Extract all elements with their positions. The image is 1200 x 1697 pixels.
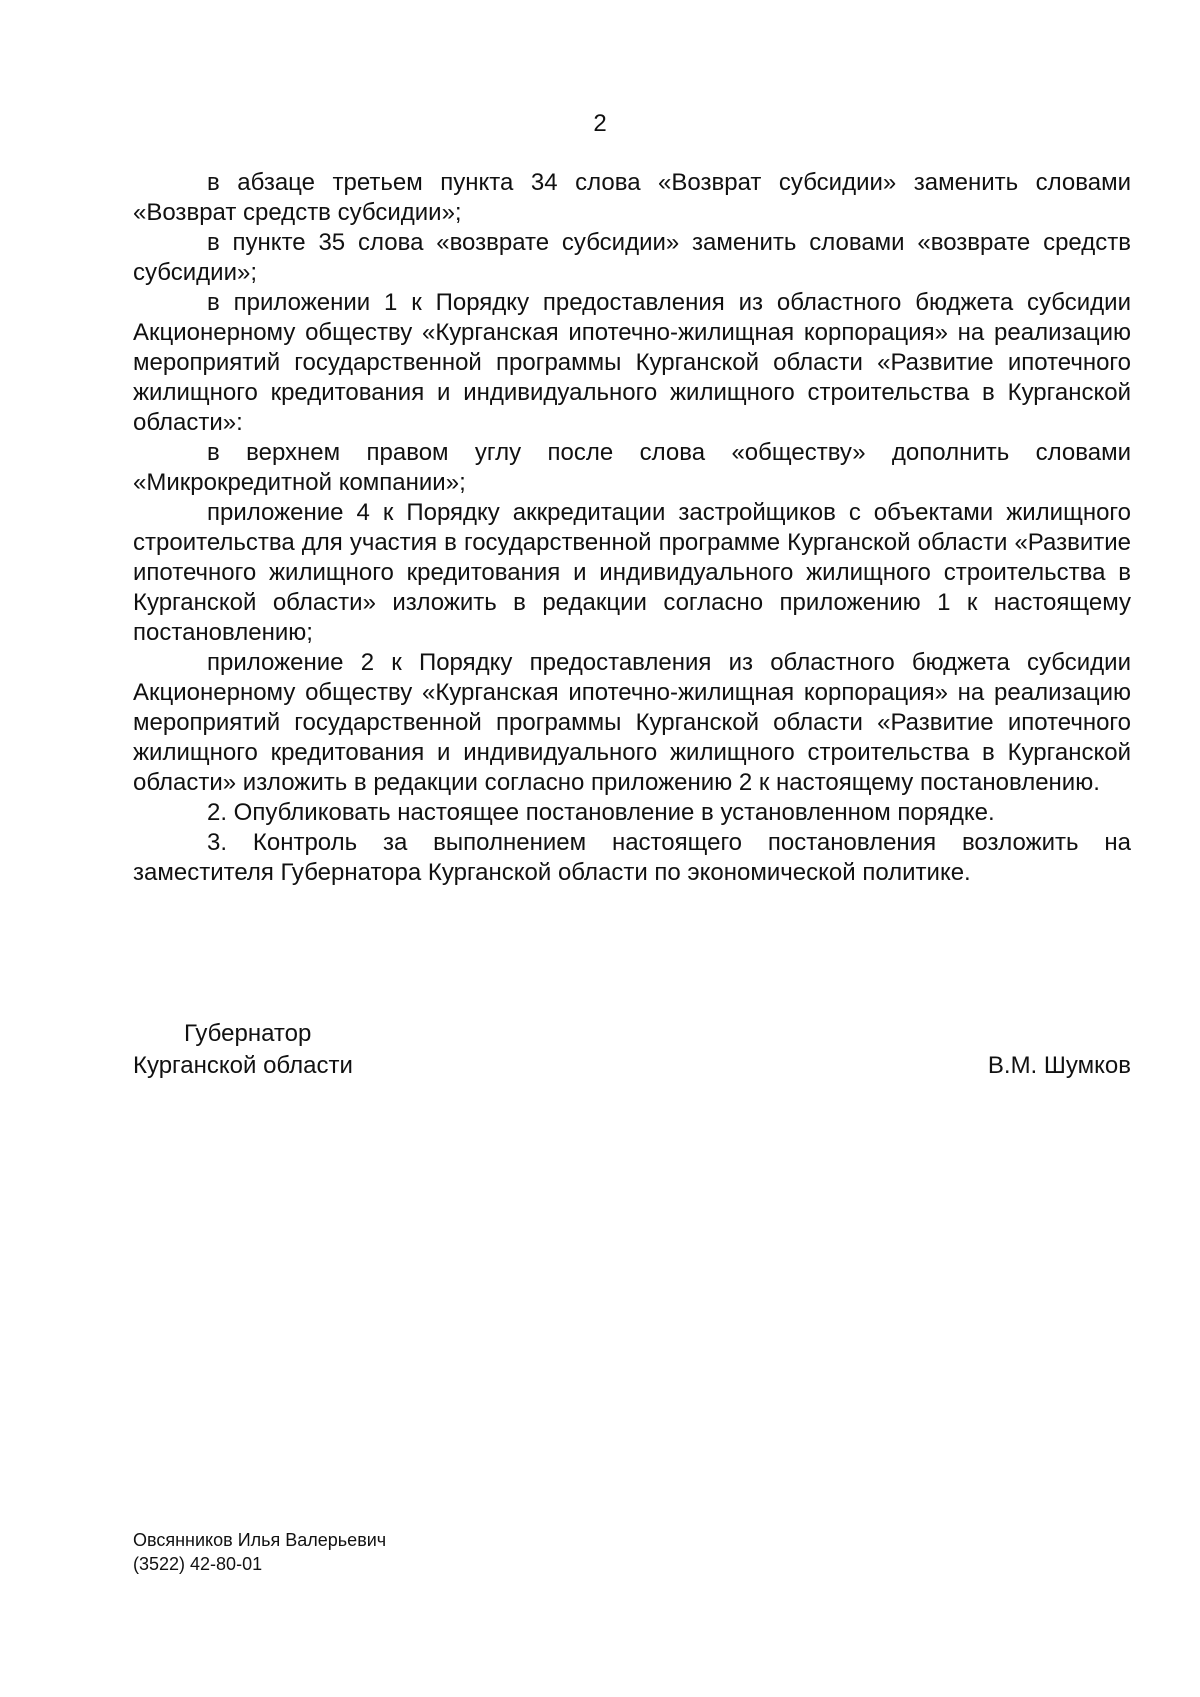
signatory-name: В.М. Шумков	[987, 1052, 1131, 1079]
paragraph: приложение 2 к Порядку предоставления из областного бюджета субсидии Акционерному обществу «Курганская ипотечно-жилищная корпорация» на реализацию мероприятий государственной программы Курганской области «Развитие ипотечного жилищного кредитования и индивидуального жилищного строительства в Курганской области» изложить в редакции согласно приложению 2 к настоящему постановлению.	[133, 649, 1131, 796]
paragraph: в пункте 35 слова «возврате субсидии» заменить словами «возврате средств субсидии»;	[133, 229, 1131, 286]
signatory-title-line1: Губернатор	[184, 1020, 312, 1047]
paragraph: приложение 4 к Порядку аккредитации застройщиков с объектами жилищного строительства для участия в государственной программе Курганской области «Развитие ипотечного жилищного кредитования и индивидуального жилищного строительства в Курганской области» изложить в редакции согласно приложению 1 к настоящему постановлению;	[133, 499, 1131, 646]
paragraph: 2. Опубликовать настоящее постановление в установленном порядке.	[207, 799, 995, 826]
executor-phone: (3522) 42-80-01	[133, 1554, 263, 1574]
paragraph: в абзаце третьем пункта 34 слова «Возврат субсидии» заменить словами «Возврат средств субсидии»;	[133, 169, 1131, 226]
paragraph: 3. Контроль за выполнением настоящего постановления возложить на заместителя Губернатора Курганской области по экономической политике.	[133, 829, 1131, 886]
executor-name: Овсянников Илья Валерьевич	[133, 1530, 387, 1550]
paragraph: в приложении 1 к Порядку предоставления из областного бюджета субсидии Акционерному обществу «Курганская ипотечно-жилищная корпорация» на реализацию мероприятий государственной программы Курганской области «Развитие ипотечного жилищного кредитования и индивидуального жилищного строительства в Курганской области»:	[133, 289, 1131, 436]
signatory-title	[133, 1018, 1131, 1082]
page-number: 2	[593, 110, 607, 137]
document-body	[133, 168, 1131, 888]
paragraph: в верхнем правом углу после слова «обществу» дополнить словами «Микрокредитной компании»;	[133, 439, 1131, 496]
signatory-title-line2: Курганской области	[133, 1052, 353, 1079]
signature-block	[133, 1018, 1131, 1082]
executor-contact	[133, 1528, 386, 1576]
